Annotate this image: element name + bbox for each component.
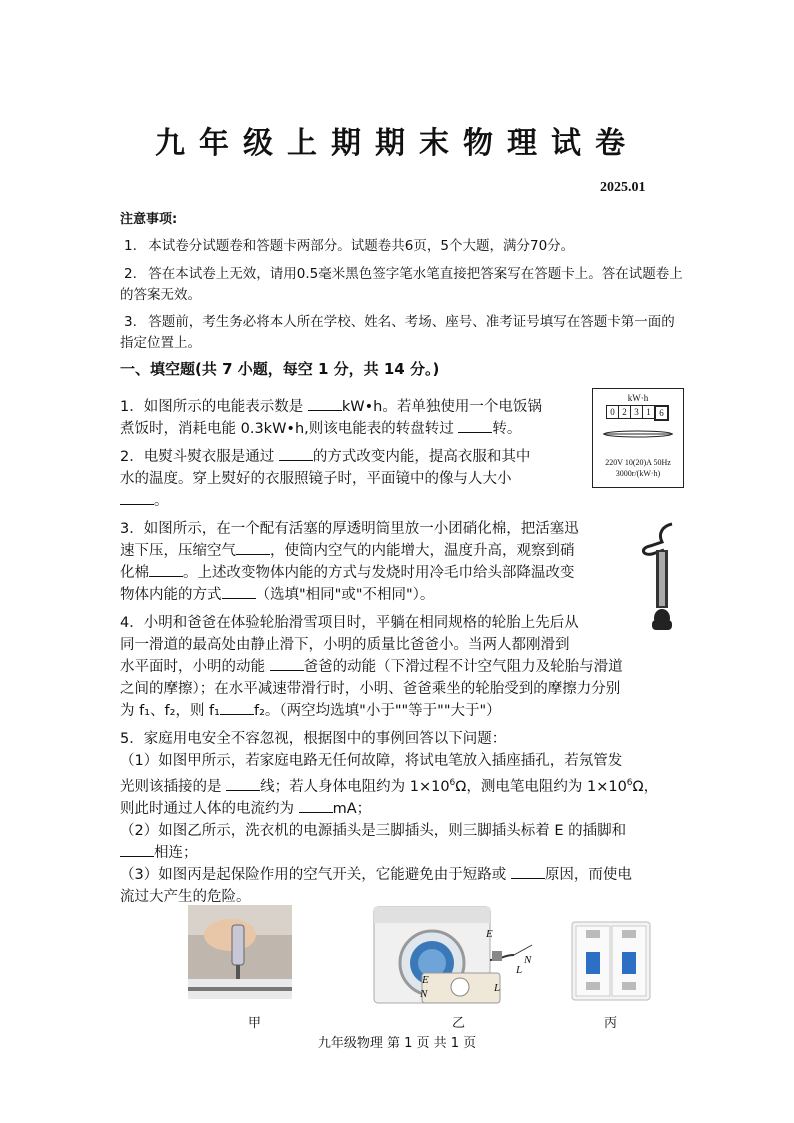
- notes-heading: 注意事项:: [120, 212, 178, 227]
- meter-spec: 220V 10(20)A 50Hz 3000r/(kW·h): [605, 458, 671, 478]
- meter-digit: 3: [630, 405, 643, 419]
- meter-disc-icon: [593, 427, 683, 441]
- socket-label-e: E: [422, 974, 429, 986]
- socket-label-n: N: [420, 988, 428, 1000]
- note-item-1: 1. 本试卷分试题卷和答题卡两部分。试题卷共6页，5个大题，满分70分。: [124, 238, 575, 254]
- meter-unit: kW·h: [627, 393, 649, 403]
- plug-label-n: N: [524, 954, 532, 966]
- circuit-breaker-figure: [566, 918, 656, 1004]
- note-item-2: 2. 答在本试卷上无效，请用0.5毫米黑色签字笔水笔直接把答案写在答题卡上。答在试题卷上的答案无效。: [120, 266, 683, 303]
- caption-yi: 乙: [452, 1016, 466, 1031]
- page-title: 九年级上期期末物理试卷: [155, 126, 639, 161]
- plug-label-l: L: [516, 964, 523, 976]
- question-1: 1．如图所示的电能表示数是 kW•h。若单独使用一个电饭锅 煮饭时，消耗电能 0.3kW•h,则该电能表的转盘转过 转。: [120, 399, 542, 437]
- caption-bing: 丙: [604, 1016, 618, 1031]
- meter-digit: 1: [642, 405, 655, 419]
- page-footer: 九年级物理 第 1 页 共 1 页: [317, 1036, 477, 1051]
- question-3: 3．如图所示，在一个配有活塞的厚透明筒里放一小团硝化棉，把活塞迅 速下压，压缩空气 ，使筒内空气的内能增大，温度升高，观察到硝 化棉 。上述改变物体内能的方式与发烧时用冷毛巾给头部降温改变 物体内能的方式 （选填"相同"或"不相同"）。: [120, 521, 579, 603]
- meter-digit: 0: [606, 405, 619, 419]
- meter-digits: [593, 405, 683, 421]
- section-heading: 一、填空题(共 7 小题，每空 1 分，共 14 分。): [120, 360, 440, 378]
- question-2: 2．电熨斗熨衣服是通过 的方式改变内能，提高衣服和其中 水的温度。穿上熨好的衣服照镜子时，平面镜中的像与人大小 。: [120, 449, 531, 509]
- meter-digit: 2: [618, 405, 631, 419]
- exam-date: 2025.01: [600, 180, 646, 195]
- plug-label-e: E: [486, 928, 493, 940]
- washing-machine-figure: [372, 905, 542, 1005]
- socket-label-l: L: [494, 982, 501, 994]
- caption-jia: 甲: [248, 1016, 262, 1031]
- test-pen-photo: [188, 905, 292, 999]
- note-item-3: 3. 答题前，考生务必将本人所在学校、姓名、考场、座号、准考证号填写在答题卡第一面的指定位置上。: [120, 314, 675, 351]
- meter-digit: 6: [654, 405, 669, 421]
- energy-meter-figure: [592, 388, 684, 488]
- question-4: 4．小明和爸爸在体验轮胎滑雪项目时，平躺在相同规格的轮胎上先后从 同一滑道的最高处由静止滑下，小明的质量比爸爸小。当两人都刚滑到 水平面时，小明的动能 爸爸的动能（下滑过程不计空气阻力及轮胎与滑道 之间的摩擦）；在水平减速带滑行时，小明、爸爸乘坐的轮胎受到的摩擦力分别 为 f₁、f₂，则 f₁ f₂。（两空均选填"小于""等于""大于"）: [120, 615, 623, 719]
- question-5: 5．家庭用电安全不容忽视，根据图中的事例回答以下问题： （1）如图甲所示，若家庭电路无任何故障，将试电笔放入插座插孔，若氖管发 光则该插接的是 线；若人身体电阻约为 $1\times 10^6\Omega$，测电笔电阻约为 $1\times 10^6\Omega$， 则此时通过人体的电流约为 mA； （2）如图乙所示，洗衣机的电源插头是三脚插头，则三脚插头标着 E 的插脚和 相连； （3）如图丙是起保险作用的空气开关，它能避免由于短路或 原因，而使电 流过大产生的危险。: [120, 731, 659, 905]
